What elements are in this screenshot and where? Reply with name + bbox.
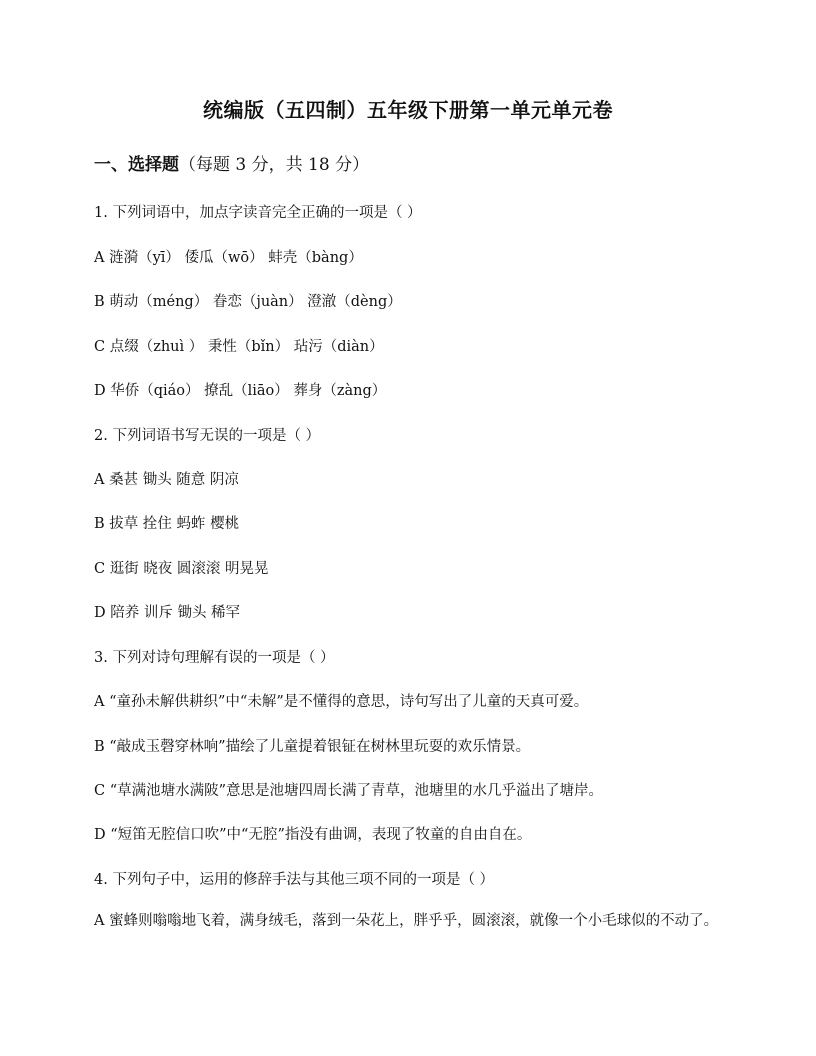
question-1-option-b: B 萌动（méng） 眷恋（juàn） 澄澈（dèng）: [94, 294, 402, 310]
question-3-option-c: C “草满池塘水满陂”意思是池塘四周长满了青草，池塘里的水几乎溢出了塘岸。: [94, 783, 604, 799]
section-heading-note: （每题 3 分，共 18 分）: [179, 155, 370, 175]
question-3-option-d: D “短笛无腔信口吹”中“无腔”指没有曲调，表现了牧童的自由自在。: [94, 827, 532, 843]
question-3-stem: 3. 下列对诗句理解有误的一项是（ ）: [94, 650, 335, 666]
question-3-option-b: B “敲成玉磬穿林响”描绘了儿童提着银钲在树林里玩耍的欢乐情景。: [94, 739, 531, 755]
question-2-stem: 2. 下列词语书写无误的一项是（ ）: [94, 428, 321, 444]
question-1-option-a: A 涟漪（yī） 倭瓜（wō） 蚌壳（bàng）: [94, 250, 363, 266]
page-title: 统编版（五四制）五年级下册第一单元单元卷: [203, 98, 613, 122]
question-2-option-b: B 拔草 拴住 蚂蚱 樱桃: [94, 516, 240, 532]
question-4-stem: 4. 下列句子中，运用的修辞手法与其他三项不同的一项是（ ）: [94, 872, 495, 888]
question-2-option-a: A 桑甚 锄头 随意 阴凉: [94, 472, 239, 488]
question-1-option-c: C 点缀（zhuì ） 秉性（bǐn） 玷污（diàn）: [94, 339, 384, 355]
question-1-option-d: D 华侨（qiáo） 撩乱（liāo） 葬身（zàng）: [94, 383, 387, 399]
question-3-option-a: A “童孙未解供耕织”中“未解”是不懂得的意思，诗句写出了儿童的天真可爱。: [94, 694, 589, 710]
question-4-option-a: A 蜜蜂则嗡嗡地飞着，满身绒毛，落到一朵花上，胖乎乎，圆滚滚，就像一个小毛球似的不动了。: [94, 913, 719, 929]
question-2-option-c: C 逛街 晓夜 圆滚滚 明晃晃: [94, 561, 269, 577]
question-1-stem: 1. 下列词语中，加点字读音完全正确的一项是（ ）: [94, 205, 422, 221]
question-2-option-d: D 陪养 训斥 锄头 稀罕: [94, 605, 241, 621]
section-heading-lead: 一、选择题: [94, 155, 179, 175]
section-heading: [94, 150, 369, 175]
